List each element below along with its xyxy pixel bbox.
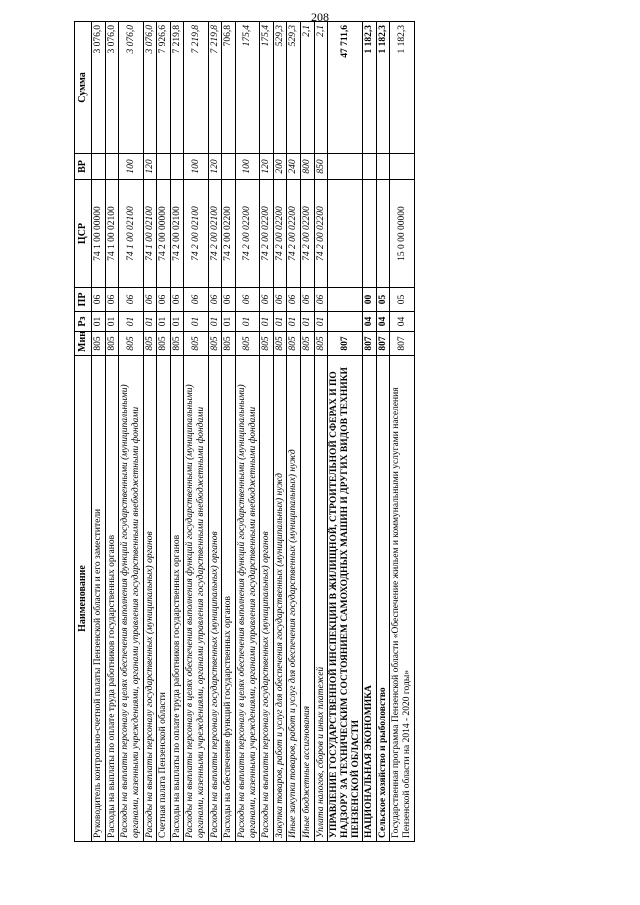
cell-pr: 06 bbox=[222, 288, 236, 312]
cell-pr: 06 bbox=[105, 288, 119, 312]
cell-min: 805 bbox=[157, 332, 171, 356]
cell-vr bbox=[376, 154, 390, 180]
header-csr: ЦСР bbox=[75, 180, 92, 288]
table-row bbox=[314, 22, 328, 842]
cell-sum: 175,4 bbox=[235, 22, 259, 154]
table-body bbox=[92, 22, 415, 842]
cell-name: Расходы на обеспечение функций государственных органов bbox=[222, 356, 236, 842]
cell-vr bbox=[157, 154, 171, 180]
cell-csr: 74 2 00 00000 bbox=[157, 180, 171, 288]
cell-min: 805 bbox=[301, 332, 315, 356]
cell-name: Иные бюджетные ассигнования bbox=[301, 356, 315, 842]
cell-min: 805 bbox=[143, 332, 157, 356]
header-sum: Сумма bbox=[75, 22, 92, 154]
header-row bbox=[75, 22, 92, 842]
cell-csr: 74 2 00 02100 bbox=[208, 180, 222, 288]
cell-rz: 01 bbox=[301, 312, 315, 332]
cell-csr: 74 2 00 02100 bbox=[184, 180, 208, 288]
cell-sum: 3 076,0 bbox=[119, 22, 143, 154]
cell-sum: 2,1 bbox=[301, 22, 315, 154]
cell-pr: 06 bbox=[184, 288, 208, 312]
cell-csr: 74 2 00 02200 bbox=[235, 180, 259, 288]
cell-min: 807 bbox=[363, 332, 377, 356]
cell-sum: 3 076,0 bbox=[92, 22, 106, 154]
table-row bbox=[157, 22, 171, 842]
cell-name: Закупка товаров, работ и услуг для обеспечения государственных (муниципальных) нужд bbox=[273, 356, 287, 842]
budget-table bbox=[74, 21, 415, 842]
cell-csr bbox=[376, 180, 390, 288]
cell-rz: 01 bbox=[273, 312, 287, 332]
cell-name: Иные закупки товаров, работ и услуг для обеспечения государственных (муниципальных) нужд bbox=[287, 356, 301, 842]
cell-rz: 04 bbox=[363, 312, 377, 332]
cell-vr: 100 bbox=[235, 154, 259, 180]
cell-min: 805 bbox=[235, 332, 259, 356]
cell-sum: 529,3 bbox=[273, 22, 287, 154]
table-row bbox=[235, 22, 259, 842]
cell-vr bbox=[222, 154, 236, 180]
table-row bbox=[301, 22, 315, 842]
cell-rz: 01 bbox=[208, 312, 222, 332]
cell-rz: 01 bbox=[222, 312, 236, 332]
cell-pr: 06 bbox=[143, 288, 157, 312]
table-row bbox=[222, 22, 236, 842]
cell-min: 807 bbox=[376, 332, 390, 356]
cell-min: 805 bbox=[208, 332, 222, 356]
cell-pr: 06 bbox=[92, 288, 106, 312]
cell-name: Счетная палата Пензенской области bbox=[157, 356, 171, 842]
cell-min: 805 bbox=[184, 332, 208, 356]
cell-csr: 74 2 00 02100 bbox=[170, 180, 184, 288]
cell-rz: 01 bbox=[157, 312, 171, 332]
cell-pr: 05 bbox=[376, 288, 390, 312]
cell-min: 807 bbox=[328, 332, 363, 356]
cell-pr: 06 bbox=[157, 288, 171, 312]
cell-name: Сельское хозяйство и рыболовство bbox=[376, 356, 390, 842]
cell-vr: 100 bbox=[119, 154, 143, 180]
cell-vr bbox=[92, 154, 106, 180]
cell-name: НАЦИОНАЛЬНАЯ ЭКОНОМИКА bbox=[363, 356, 377, 842]
cell-sum: 47 711,6 bbox=[328, 22, 363, 154]
cell-name: Расходы на выплаты по оплате труда работников государственных органов bbox=[105, 356, 119, 842]
cell-csr: 74 1 00 00000 bbox=[92, 180, 106, 288]
cell-vr: 240 bbox=[287, 154, 301, 180]
header-rz: Рз bbox=[75, 312, 92, 332]
cell-rz: 01 bbox=[105, 312, 119, 332]
cell-name: Расходы на выплаты персоналу в целях обеспечения выполнения функций государственными (муниципальными) органами, казенными учреждениями, органами управления государственными внебюджетными фондами bbox=[184, 356, 208, 842]
cell-csr: 74 1 00 02100 bbox=[119, 180, 143, 288]
cell-min: 807 bbox=[390, 332, 414, 356]
cell-name: Расходы на выплаты персоналу в целях обеспечения выполнения функций государственными (муниципальными) органами, казенными учреждениями, органами управления государственными внебюджетными фондами bbox=[235, 356, 259, 842]
cell-rz: 01 bbox=[314, 312, 328, 332]
cell-name: Уплата налогов, сборов и иных платежей bbox=[314, 356, 328, 842]
cell-sum: 3 076,0 bbox=[143, 22, 157, 154]
table-row bbox=[208, 22, 222, 842]
cell-rz: 01 bbox=[119, 312, 143, 332]
cell-sum: 706,8 bbox=[222, 22, 236, 154]
cell-sum: 3 076,0 bbox=[105, 22, 119, 154]
cell-pr: 06 bbox=[170, 288, 184, 312]
cell-sum: 7 926,6 bbox=[157, 22, 171, 154]
cell-min: 805 bbox=[119, 332, 143, 356]
cell-pr: 05 bbox=[390, 288, 414, 312]
cell-vr: 120 bbox=[143, 154, 157, 180]
cell-vr: 850 bbox=[314, 154, 328, 180]
cell-min: 805 bbox=[170, 332, 184, 356]
cell-pr: 06 bbox=[119, 288, 143, 312]
cell-name: Расходы на выплаты персоналу государственных (муниципальных) органов bbox=[208, 356, 222, 842]
table-row bbox=[328, 22, 363, 842]
cell-pr: 06 bbox=[314, 288, 328, 312]
cell-vr: 120 bbox=[208, 154, 222, 180]
cell-csr: 74 2 00 02200 bbox=[314, 180, 328, 288]
cell-csr bbox=[328, 180, 363, 288]
table-row bbox=[376, 22, 390, 842]
cell-name: Расходы на выплаты персоналу в целях обеспечения выполнения функций государственными (муниципальными) органами, казенными учреждениями, органами управления государственными внебюджетными фондами bbox=[119, 356, 143, 842]
table-row bbox=[119, 22, 143, 842]
cell-min: 805 bbox=[273, 332, 287, 356]
cell-name: Расходы на выплаты по оплате труда работников государственных органов bbox=[170, 356, 184, 842]
cell-pr: 06 bbox=[273, 288, 287, 312]
table-row bbox=[105, 22, 119, 842]
cell-vr bbox=[390, 154, 414, 180]
cell-rz: 01 bbox=[235, 312, 259, 332]
cell-sum: 7 219,8 bbox=[170, 22, 184, 154]
cell-pr: 06 bbox=[301, 288, 315, 312]
page-number: 208 bbox=[311, 10, 329, 24]
cell-rz: 01 bbox=[170, 312, 184, 332]
cell-sum: 175,4 bbox=[260, 22, 274, 154]
cell-name: Расходы на выплаты персоналу государственных (муниципальных) органов bbox=[260, 356, 274, 842]
table-row bbox=[184, 22, 208, 842]
cell-rz: 01 bbox=[143, 312, 157, 332]
cell-csr: 74 2 00 02200 bbox=[273, 180, 287, 288]
cell-pr: 06 bbox=[287, 288, 301, 312]
cell-csr: 74 2 00 02200 bbox=[260, 180, 274, 288]
cell-rz: 01 bbox=[287, 312, 301, 332]
cell-min: 805 bbox=[287, 332, 301, 356]
table-row bbox=[273, 22, 287, 842]
cell-csr bbox=[363, 180, 377, 288]
cell-rz: 04 bbox=[390, 312, 414, 332]
cell-sum: 1 182,3 bbox=[363, 22, 377, 154]
cell-vr bbox=[170, 154, 184, 180]
cell-vr bbox=[328, 154, 363, 180]
cell-vr bbox=[105, 154, 119, 180]
cell-name: УПРАВЛЕНИЕ ГОСУДАРСТВЕННОЙ ИНСПЕКЦИИ В ЖИЛИЩНОЙ, СТРОИТЕЛЬНОЙ СФЕРАХ И ПО НАДЗОРУ ЗА ТЕХНИЧЕСКИМ СОСТОЯНИЕМ САМОХОДНЫХ МАШИН И ДРУГИХ ВИДОВ ТЕХНИКИ ПЕНЗЕНСКОЙ ОБЛАСТИ bbox=[328, 356, 363, 842]
cell-sum: 1 182,3 bbox=[390, 22, 414, 154]
cell-min: 805 bbox=[314, 332, 328, 356]
cell-sum: 7 219,8 bbox=[208, 22, 222, 154]
header-pr: ПР bbox=[75, 288, 92, 312]
cell-csr: 74 1 00 02100 bbox=[105, 180, 119, 288]
cell-min: 805 bbox=[105, 332, 119, 356]
cell-vr: 200 bbox=[273, 154, 287, 180]
cell-min: 805 bbox=[260, 332, 274, 356]
cell-pr bbox=[328, 288, 363, 312]
cell-csr: 15 0 00 00000 bbox=[390, 180, 414, 288]
table-row bbox=[143, 22, 157, 842]
cell-vr: 120 bbox=[260, 154, 274, 180]
table-row bbox=[170, 22, 184, 842]
cell-rz: 01 bbox=[260, 312, 274, 332]
cell-min: 805 bbox=[92, 332, 106, 356]
cell-name: Государственная программа Пензенской области «Обеспечение жильем и коммунальными услугами населения Пензенской области на 2014 - 2020 годы» bbox=[390, 356, 414, 842]
cell-pr: 06 bbox=[235, 288, 259, 312]
cell-name: Расходы на выплаты персоналу государственных (муниципальных) органов bbox=[143, 356, 157, 842]
cell-name: Руководитель контрольно-счетной палаты Пензенской области и его заместители bbox=[92, 356, 106, 842]
cell-rz: 01 bbox=[92, 312, 106, 332]
cell-sum: 2,1 bbox=[314, 22, 328, 154]
cell-pr: 06 bbox=[208, 288, 222, 312]
cell-sum: 7 219,8 bbox=[184, 22, 208, 154]
cell-rz: 01 bbox=[184, 312, 208, 332]
cell-rz: 04 bbox=[376, 312, 390, 332]
cell-vr: 800 bbox=[301, 154, 315, 180]
header-min: Мин bbox=[75, 332, 92, 356]
cell-pr: 00 bbox=[363, 288, 377, 312]
cell-csr: 74 2 00 02200 bbox=[301, 180, 315, 288]
cell-sum: 529,3 bbox=[287, 22, 301, 154]
cell-vr bbox=[363, 154, 377, 180]
header-name: Наименование bbox=[75, 356, 92, 842]
cell-csr: 74 2 00 02200 bbox=[287, 180, 301, 288]
cell-min: 805 bbox=[222, 332, 236, 356]
header-vr: ВР bbox=[75, 154, 92, 180]
rotated-table-wrapper bbox=[74, 22, 544, 842]
table-row bbox=[92, 22, 106, 842]
cell-vr: 100 bbox=[184, 154, 208, 180]
cell-sum: 1 182,3 bbox=[376, 22, 390, 154]
cell-csr: 74 1 00 02100 bbox=[143, 180, 157, 288]
table-row bbox=[260, 22, 274, 842]
cell-pr: 06 bbox=[260, 288, 274, 312]
cell-csr: 74 2 00 02200 bbox=[222, 180, 236, 288]
table-row bbox=[363, 22, 377, 842]
table-row bbox=[390, 22, 414, 842]
cell-rz bbox=[328, 312, 363, 332]
table-row bbox=[287, 22, 301, 842]
